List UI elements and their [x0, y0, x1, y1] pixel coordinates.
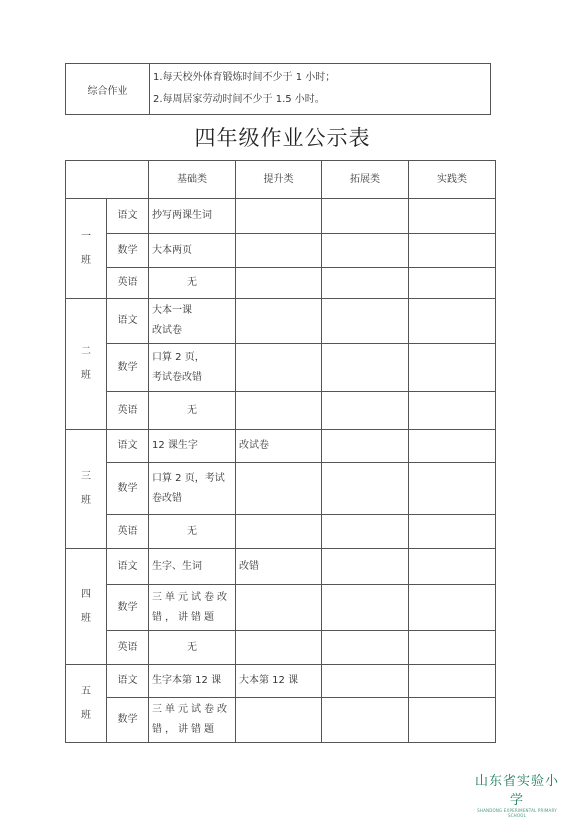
extension-cell [322, 631, 409, 665]
table-row [66, 463, 496, 515]
summary-line: 1.每天校外体育锻炼时间不少于 1 小时； [153, 72, 336, 83]
class-label-char: 五 [81, 685, 91, 697]
basic-cell: 大本一课 改试卷 [149, 299, 236, 344]
class-label-char: 班 [81, 495, 91, 506]
advanced-cell [236, 631, 322, 665]
basic-cell: 抄写两课生词 [149, 199, 236, 234]
summary-content [150, 64, 491, 115]
class-label-char: 三 [81, 471, 91, 482]
practice-cell [409, 549, 496, 585]
advanced-cell [236, 268, 322, 299]
subject-cell: 英语 [107, 631, 149, 665]
practice-cell [409, 463, 496, 515]
table-row [66, 631, 496, 665]
extension-cell [322, 430, 409, 463]
practice-cell [409, 698, 496, 743]
subject-cell: 英语 [107, 392, 149, 430]
extension-cell [322, 515, 409, 549]
table-row [66, 698, 496, 743]
table-row [66, 549, 496, 585]
practice-cell [409, 515, 496, 549]
subject-cell: 数学 [107, 585, 149, 631]
basic-cell: 口算 2 页，考试 卷改错 [149, 463, 236, 515]
class-label [66, 299, 107, 430]
subject-cell: 数学 [107, 234, 149, 268]
subject-cell: 语文 [107, 665, 149, 698]
class-label-char: 班 [81, 612, 91, 624]
table-row [66, 234, 496, 268]
advanced-cell: 大本第 12 课 [236, 665, 322, 698]
subject-cell: 英语 [107, 515, 149, 549]
class-label [66, 430, 107, 549]
basic-cell: 三单元试卷改 错，讲错题 [149, 585, 236, 631]
advanced-cell [236, 463, 322, 515]
practice-cell [409, 631, 496, 665]
advanced-cell: 改试卷 [236, 430, 322, 463]
subject-cell: 英语 [107, 268, 149, 299]
practice-cell [409, 199, 496, 234]
extension-cell [322, 234, 409, 268]
basic-cell: 无 [149, 268, 236, 299]
class-label-char: 班 [81, 709, 91, 721]
practice-cell [409, 392, 496, 430]
table-row [66, 392, 496, 430]
column-header: 实践类 [409, 161, 496, 199]
table-row [66, 430, 496, 463]
table-row [66, 585, 496, 631]
header-corner [66, 161, 149, 199]
summary-table [65, 63, 491, 115]
practice-cell [409, 585, 496, 631]
practice-cell [409, 665, 496, 698]
header-row [66, 161, 496, 199]
class-label-char: 四 [81, 588, 91, 600]
extension-cell [322, 199, 409, 234]
subject-cell: 语文 [107, 549, 149, 585]
class-label [66, 199, 107, 299]
school-logo [470, 770, 564, 818]
basic-cell: 无 [149, 515, 236, 549]
class-label-char: 二 [81, 346, 91, 357]
table-row [66, 268, 496, 299]
extension-cell [322, 344, 409, 392]
subject-cell: 数学 [107, 344, 149, 392]
advanced-cell [236, 392, 322, 430]
basic-cell: 生字、生词 [149, 549, 236, 585]
extension-cell [322, 585, 409, 631]
summary-category: 综合作业 [66, 64, 150, 115]
table-row [66, 199, 496, 234]
subject-cell: 语文 [107, 430, 149, 463]
practice-cell [409, 268, 496, 299]
advanced-cell [236, 585, 322, 631]
advanced-cell [236, 515, 322, 549]
extension-cell [322, 698, 409, 743]
advanced-cell [236, 698, 322, 743]
advanced-cell [236, 199, 322, 234]
class-label [66, 549, 107, 665]
practice-cell [409, 430, 496, 463]
basic-cell: 三单元试卷改 错，讲错题 [149, 698, 236, 743]
extension-cell [322, 299, 409, 344]
practice-cell [409, 344, 496, 392]
summary-line: 2.每周居家劳动时间不少于 1.5 小时。 [153, 94, 325, 105]
class-label [66, 665, 107, 743]
subject-cell: 数学 [107, 463, 149, 515]
extension-cell [322, 665, 409, 698]
basic-cell: 生字本第 12 课 [149, 665, 236, 698]
basic-cell: 口算 2 页， 考试卷改错 [149, 344, 236, 392]
extension-cell [322, 268, 409, 299]
subject-cell: 数学 [107, 698, 149, 743]
advanced-cell [236, 299, 322, 344]
subject-cell: 语文 [107, 299, 149, 344]
school-name-cn: 山东省实验小学 [474, 774, 559, 808]
extension-cell [322, 392, 409, 430]
advanced-cell: 改错 [236, 549, 322, 585]
extension-cell [322, 549, 409, 585]
table-row [66, 515, 496, 549]
column-header: 基础类 [149, 161, 236, 199]
extension-cell [322, 463, 409, 515]
page-title: 四年级作业公示表 [194, 126, 371, 150]
table-row [66, 665, 496, 698]
basic-cell: 无 [149, 392, 236, 430]
advanced-cell [236, 344, 322, 392]
class-label-char: 一 [81, 230, 91, 242]
practice-cell [409, 234, 496, 268]
subject-cell: 语文 [107, 199, 149, 234]
practice-cell [409, 299, 496, 344]
class-label-char: 班 [81, 254, 91, 266]
class-label-char: 班 [81, 370, 91, 381]
basic-cell: 大本两页 [149, 234, 236, 268]
advanced-cell [236, 234, 322, 268]
school-name-en: SHANDONG EXPERIMENTAL PRIMARY SCHOOL [477, 808, 557, 818]
column-header: 提升类 [236, 161, 322, 199]
table-row [66, 299, 496, 344]
homework-table [65, 160, 496, 743]
column-header: 拓展类 [322, 161, 409, 199]
basic-cell: 无 [149, 631, 236, 665]
table-row [66, 344, 496, 392]
basic-cell: 12 课生字 [149, 430, 236, 463]
